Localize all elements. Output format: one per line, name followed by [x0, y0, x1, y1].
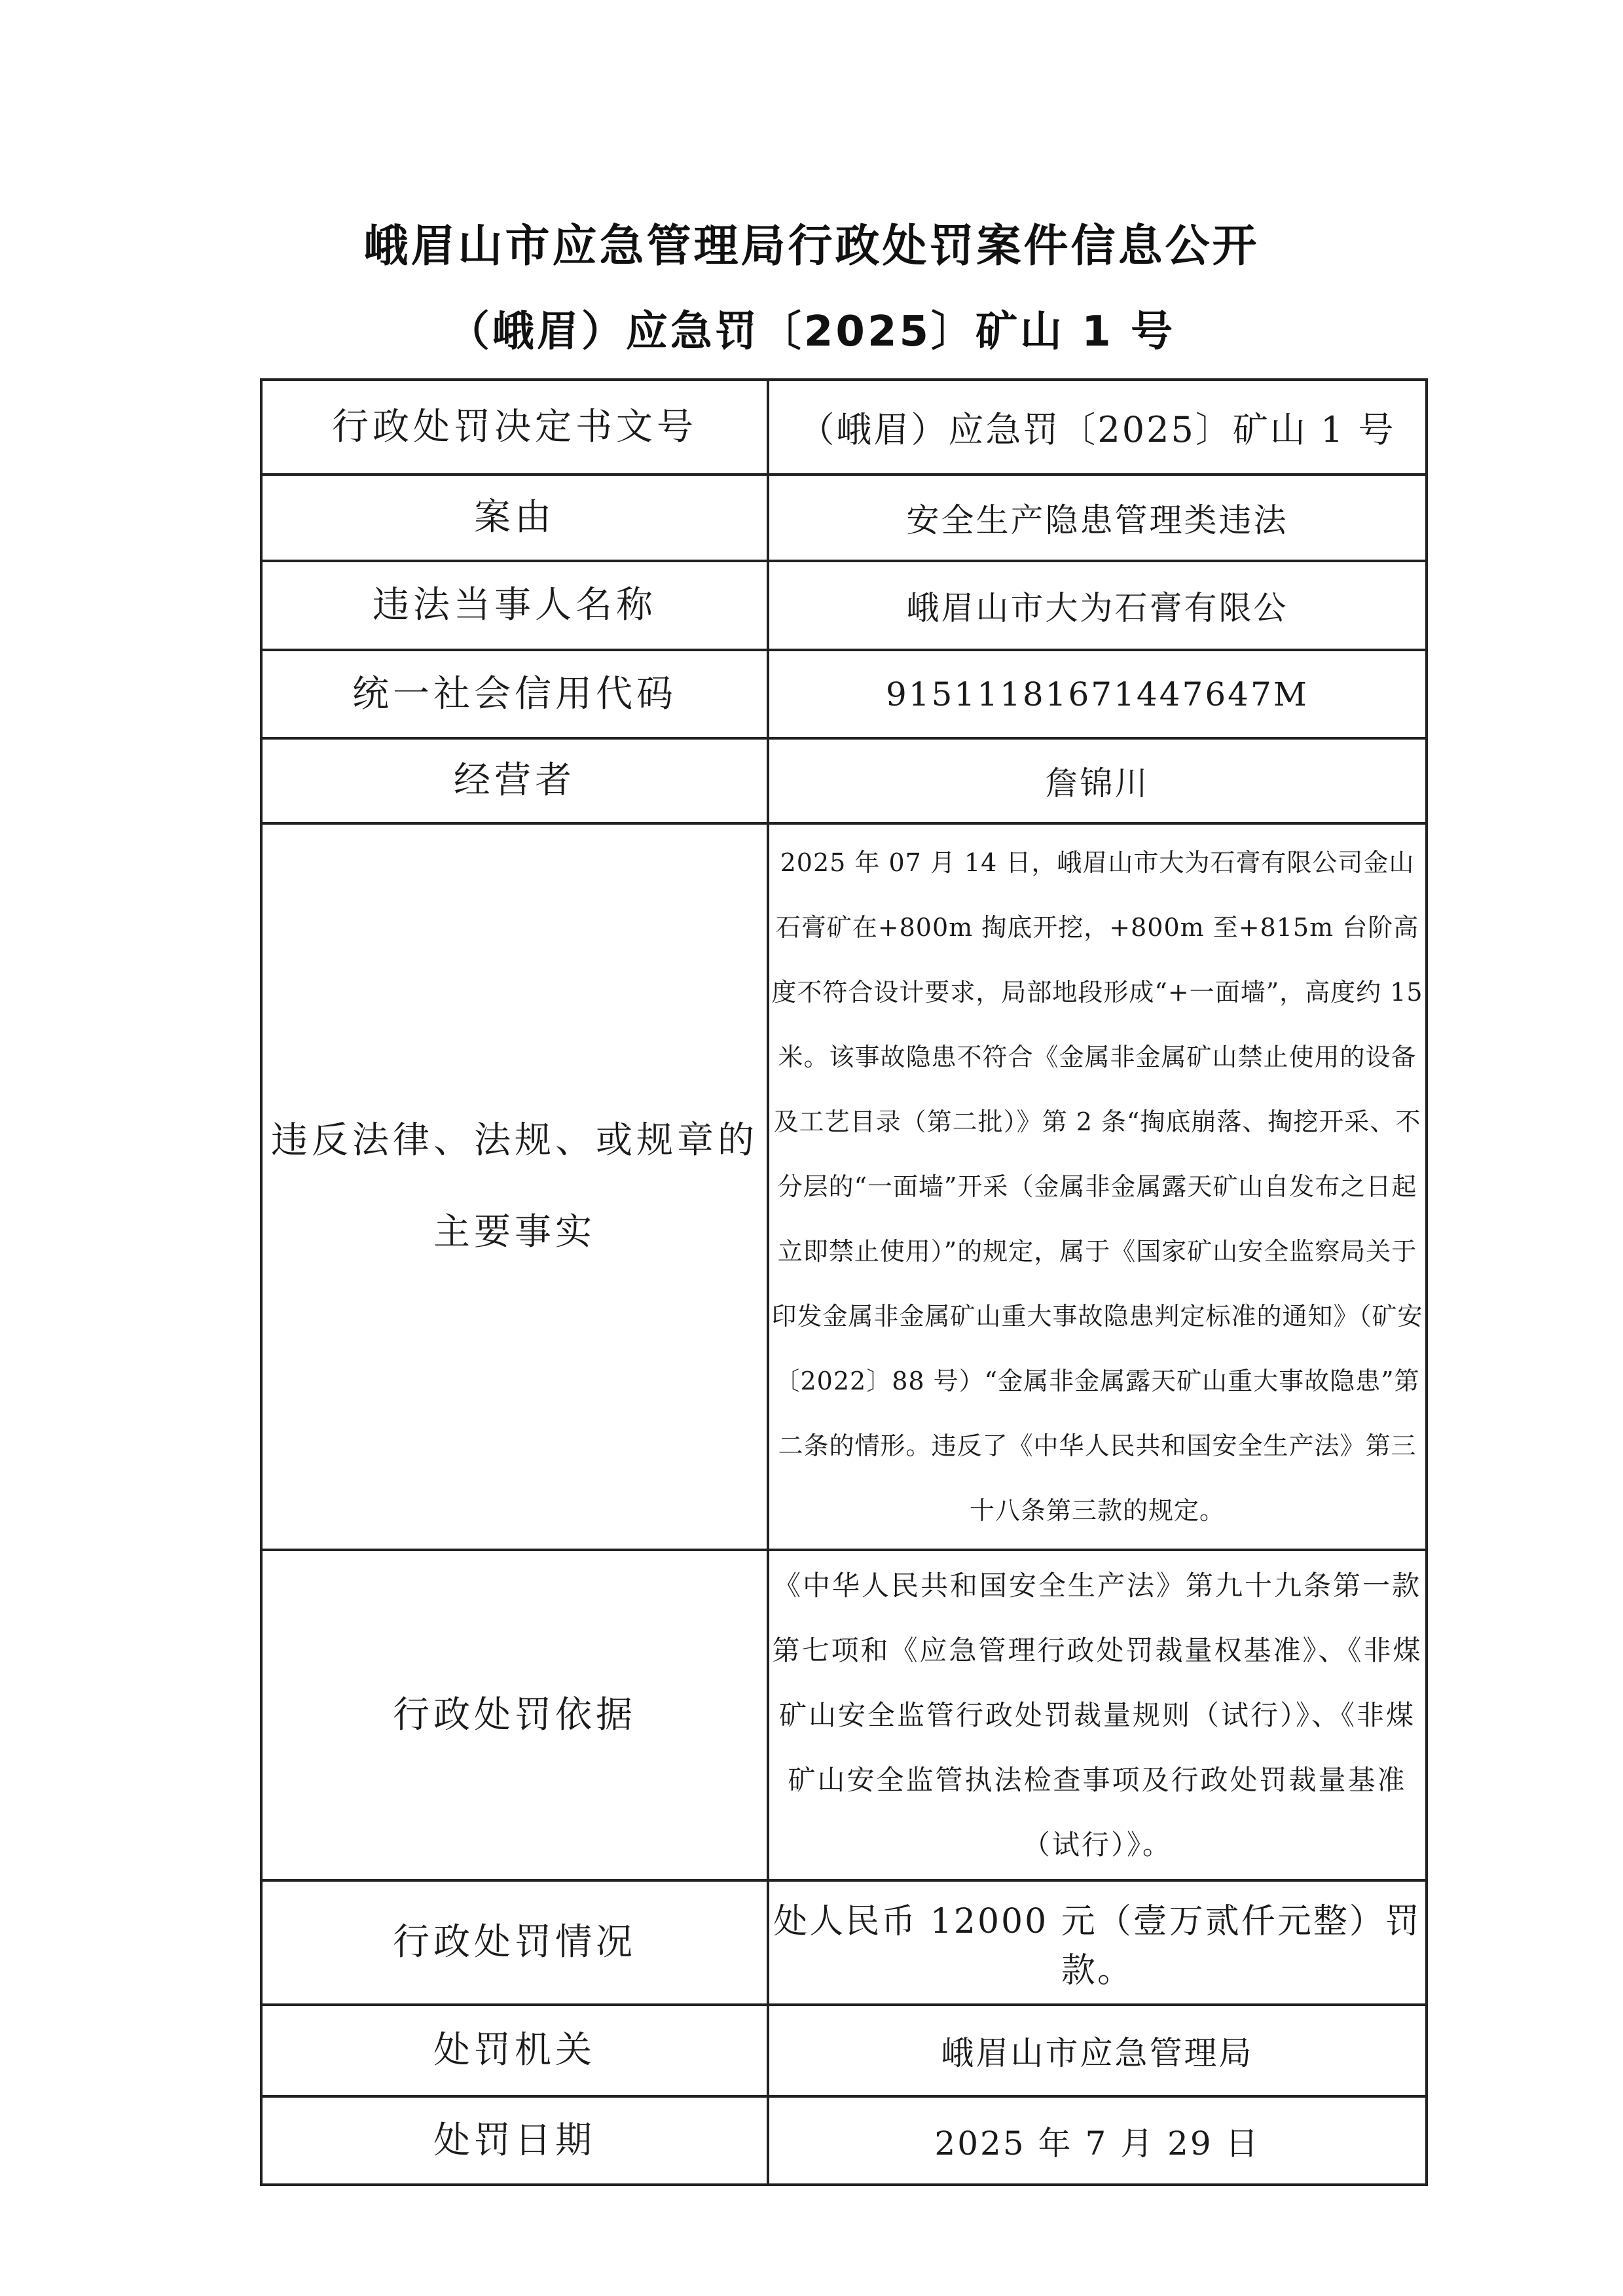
party-name-value: 峨眉山市大为石膏有限公 [768, 561, 1427, 650]
penalty-value: 处人民币 12000 元（壹万贰仟元整）罚款。 [768, 1880, 1427, 2005]
operator-label: 经营者 [261, 738, 768, 823]
cause-label: 案由 [261, 475, 768, 561]
credit-code-label: 统一社会信用代码 [261, 650, 768, 738]
date-label: 处罚日期 [261, 2096, 768, 2185]
decision-no-value: （峨眉）应急罚〔2025〕矿山 1 号 [768, 380, 1427, 475]
party-name-label: 违法当事人名称 [261, 561, 768, 650]
authority-label: 处罚机关 [261, 2005, 768, 2096]
table-row [261, 823, 1427, 1550]
date-value: 2025 年 7 月 29 日 [768, 2096, 1427, 2185]
facts-label [261, 823, 768, 1550]
operator-value: 詹锦川 [768, 738, 1427, 823]
basis-label: 行政处罚依据 [261, 1550, 768, 1880]
table-row [261, 2005, 1427, 2096]
table-row [261, 1880, 1427, 2005]
table-row [261, 561, 1427, 650]
case-info-table [260, 378, 1428, 2186]
table-row [261, 475, 1427, 561]
table-row [261, 380, 1427, 475]
document-subtitle: （峨眉）应急罚〔2025〕矿山 1 号 [447, 308, 1176, 356]
authority-value: 峨眉山市应急管理局 [768, 2005, 1427, 2096]
table-row [261, 650, 1427, 738]
penalty-label: 行政处罚情况 [261, 1880, 768, 2005]
facts-value: 2025 年 07 月 14 日，峨眉山市大为石膏有限公司金山石膏矿在+800m 掏底开挖，+800m 至+815m 台阶高度不符合设计要求，局部地段形成“+一面墙”，高度约 15 米。该事故隐患不符合《金属非金属矿山禁止使用的设备及工艺目录（第二批）》第 2 条“掏底崩落、掏挖开采、不分层的“一面墙”开采（金属非金属露天矿山自发布之日起立即禁止使用）”的规定，属于《国家矿山安全监察局关于印发金属非金属矿山重大事故隐患判定标准的通知》（矿安〔2022〕88 号）“金属非金属露天矿山重大事故隐患”第二条的情形。违反了《中华人民共和国安全生产法》第三十八条第三款的规定。 [768, 823, 1427, 1550]
basis-value: 《中华人民共和国安全生产法》第九十九条第一款第七项和《应急管理行政处罚裁量权基准》、《非煤矿山安全监管行政处罚裁量规则（试行）》、《非煤矿山安全监管执法检查事项及行政处罚裁量基准（试行）》。 [768, 1550, 1427, 1880]
cause-value: 安全生产隐患管理类违法 [768, 475, 1427, 561]
credit-code-value: 91511181671447647M [768, 650, 1427, 738]
facts-label-line2: 主要事实 [433, 1211, 596, 1253]
facts-label-line1: 违反法律、法规、或规章的 [271, 1119, 758, 1162]
table-row [261, 1550, 1427, 1880]
table-row [261, 2096, 1427, 2185]
table-row [261, 738, 1427, 823]
document-title: 峨眉山市应急管理局行政处罚案件信息公开 [363, 221, 1260, 272]
decision-no-label: 行政处罚决定书文号 [261, 380, 768, 475]
